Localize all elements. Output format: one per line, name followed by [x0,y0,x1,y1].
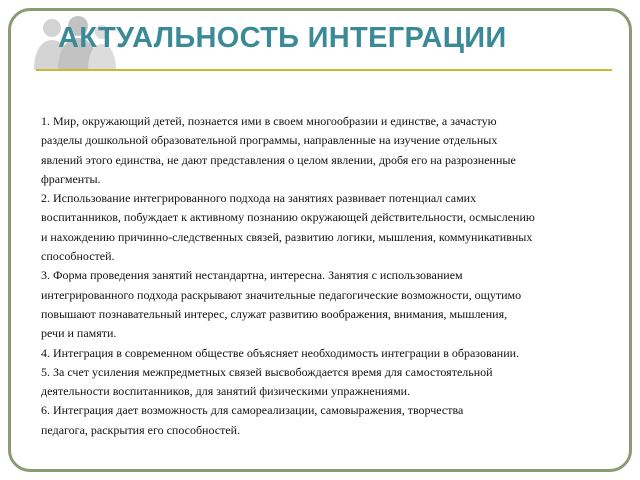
text-line: 6. Интеграция дает возможность для самореализации, самовыражения, творчества [41,403,464,418]
text-line: педагога, раскрытия его способностей. [41,422,241,437]
text-line: 3. Форма проведения занятий нестандартна, интересна. Занятия с использованием [41,268,463,283]
text-line: интегрированного подхода раскрывают значительные педагогические возможности, ощутимо [41,287,522,302]
text-line: способностей. [41,249,115,264]
text-line: фрагменты. [41,171,101,186]
text-line: и нахождению причинно-следственных связей, развитию логики, мышления, коммуникативных [41,229,533,244]
text-line: 1. Мир, окружающий детей, познается ими в своем многообразии и единстве, а зачастую [41,114,497,128]
title-underline [36,69,612,71]
text-line: 4. Интеграция в современном обществе объясняет необходимость интеграции в образовании. [41,345,520,360]
text-line: речи и памяти. [41,326,117,341]
text-line: деятельности воспитанников, для занятий физическими упражнениями. [41,384,411,399]
text-line: 5. За счет усиления межпредметных связей высвобождается время для самостоятельной [41,364,493,379]
text-line: воспитанников, побуждает к активному познанию окружающей действительности, осмыслению [41,210,535,225]
text-line: явлений этого единства, не дают представления о целом явлении, дробя его на разрозненные [41,152,516,167]
page-title: АКТУАЛЬНОСТЬ ИНТЕГРАЦИИ [58,22,507,54]
text-line: разделы дошкольной образовательной программы, направленные на изучение отдельных [41,133,498,148]
body-text [41,112,601,440]
text-line: повышают познавательный интерес, служат развитию воображения, внимания, мышления, [41,306,508,321]
text-line: 2. Использование интегрированного подхода на занятиях развивает потенциал самих [41,191,477,206]
